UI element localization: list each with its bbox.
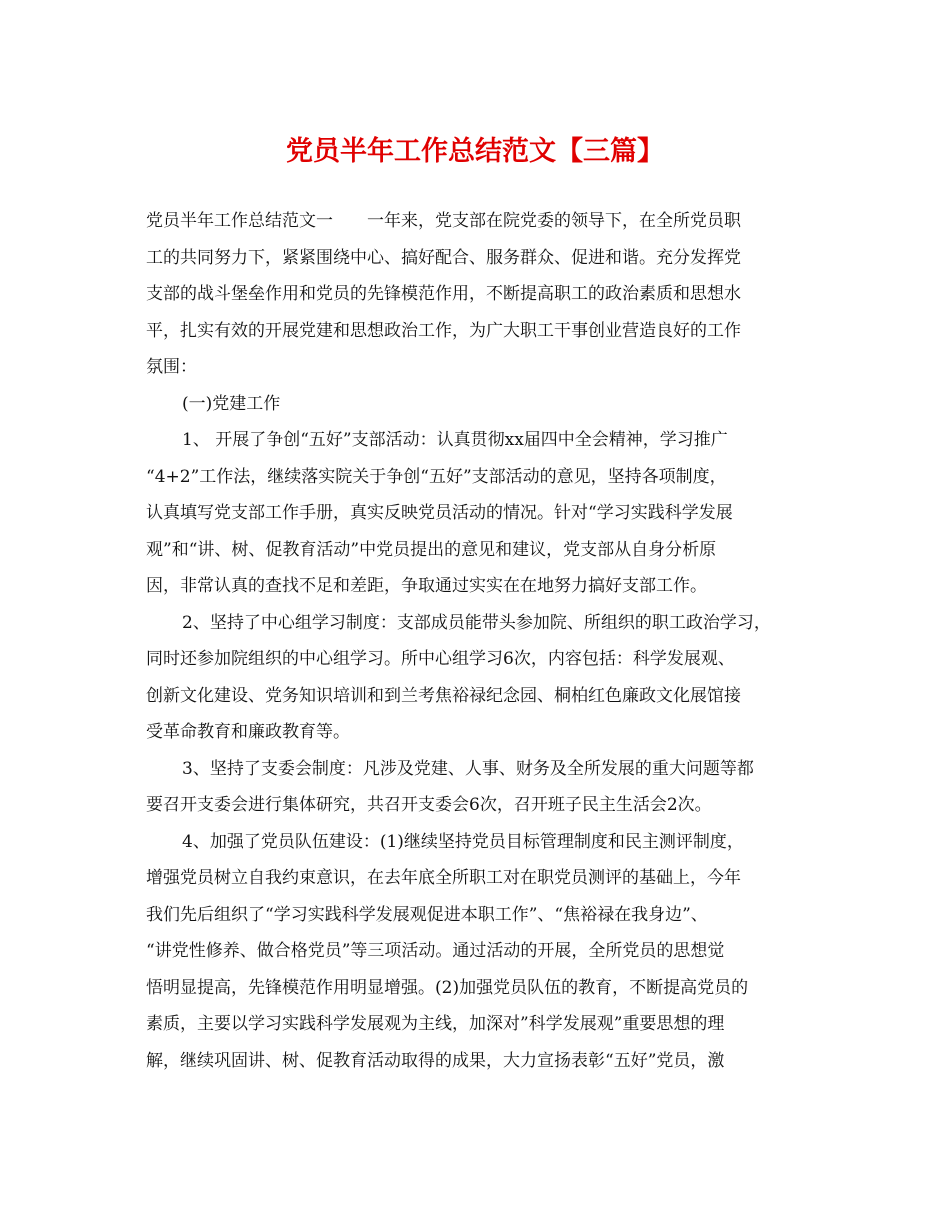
body-text-line: 氛围： [146,357,197,377]
body-text-line: 我们先后组织了“学习实践科学发展观促进本职工作”、“焦裕禄在我身边”、 [146,904,708,925]
body-text-line: (一)党建工作 [182,393,281,414]
body-text-line: 悟明显提高，先锋模范作用明显增强。(2)加强党员队伍的教育，不断提高党员的 [146,977,749,998]
body-text-line: 认真填写党支部工作手册，真实反映党员活动的情况。针对“学习实践科学发展 [146,503,733,523]
body-text-line: 平，扎实有效的开展党建和思想政治工作，为广大职工干事创业营造良好的工作 [146,320,741,341]
body-text-line: 素质，主要以学习实践科学发展观为主线，加深对”科学发展观”重要思想的理 [146,1014,725,1034]
body-text-line: 因，非常认真的查找不足和差距，争取通过实实在在地努力搞好支部工作。 [146,576,707,596]
body-text-line: 要召开支委会进行集体研究，共召开支委会6次，召开班子民主生活会2次。 [146,795,712,815]
body-text-line: 受革命教育和廉政教育等。 [146,722,350,742]
body-text-line: 2、坚持了中心组学习制度：支部成员能带头参加院、所组织的职工政治学习， [182,612,771,633]
body-text-line: “讲党性修养、做合格党员”等三项活动。通过活动的开展，全所党员的思想觉 [146,941,725,961]
body-text-line: 解，继续巩固讲、树、促教育活动取得的成果，大力宣扬表彰“五好”党员，激 [146,1050,725,1071]
body-text-line: 工的共同努力下，紧紧围绕中心、搞好配合、服务群众、促进和谐。充分发挥党 [146,247,741,268]
document-title: 党员半年工作总结范文【三篇】 [286,136,664,167]
body-text-line: 支部的战斗堡垒作用和党员的先锋模范作用，不断提高职工的政治素质和思想水 [146,284,741,304]
body-text-line: 创新文化建设、党务知识培训和到兰考焦裕禄纪念园、桐柏红色廉政文化展馆接 [146,685,741,706]
document-body [146,203,826,1079]
body-text-line: “4+2”工作法，继续落实院关于争创“五好”支部活动的意见，坚持各项制度， [146,466,727,487]
body-text-line: 1、 开展了争创“五好”支部活动：认真贯彻xx届四中全会精神，学习推广 [182,430,728,450]
body-text-line: 党员半年工作总结范文一 一年来，党支部在院党委的领导下，在全所党员职 [146,211,741,231]
body-text-line: 同时还参加院组织的中心组学习。所中心组学习6次，内容包括：科学发展观、 [146,649,735,669]
body-text-line: 3、坚持了支委会制度：凡涉及党建、人事、财务及全所发展的重大问题等都 [182,758,754,779]
body-text-line: 4、加强了党员队伍建设：(1)继续坚持党员目标管理制度和民主测评制度， [182,831,744,852]
body-text-line: 增强党员树立自我约束意识，在去年底全所职工对在职党员测评的基础上，今年 [146,868,741,888]
body-text-line: 观”和“讲、树、促教育活动”中党员提出的意见和建议，党支部从自身分析原 [146,539,717,560]
